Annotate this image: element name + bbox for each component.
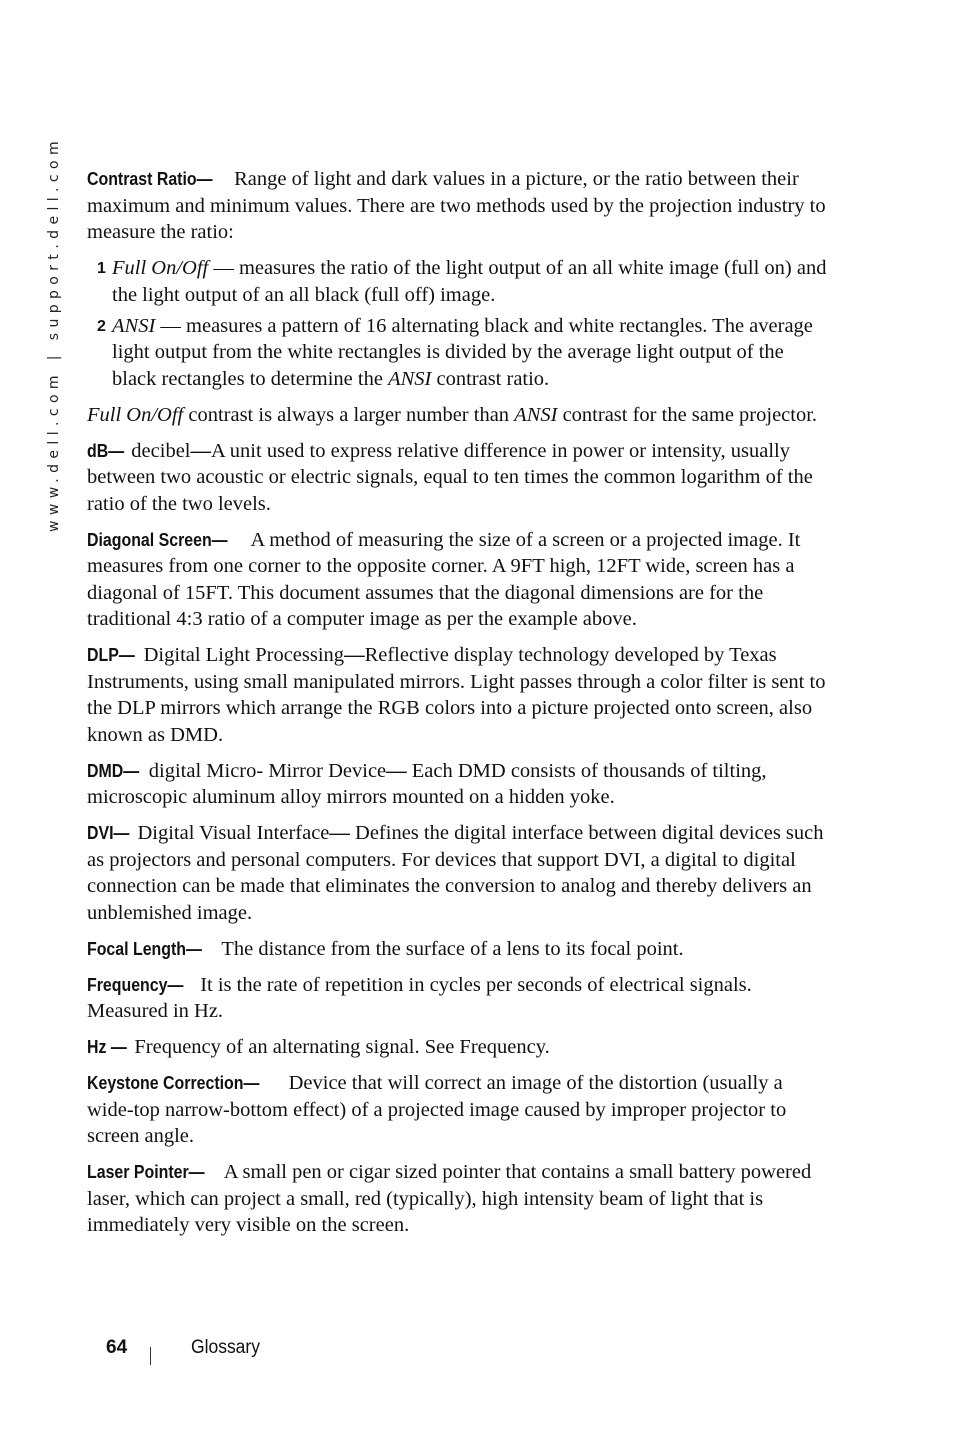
definition: Reflective display technology developed by Texas Instruments, using small manipulated mirrors. Light passes through a color filter is sent to the DLP mirrors which arrange the RGB colors into a picture projected onto screen, also known as DMD. (87, 644, 826, 746)
term-dlp: DLP— (87, 644, 135, 665)
emphasis: Full On/Off (112, 257, 209, 279)
term-frequency: Frequency— (87, 973, 184, 995)
list-item (87, 255, 827, 308)
definition: Digital Visual Interface (132, 822, 330, 844)
note-text: contrast for the same projector. (557, 403, 818, 426)
section-name: Glossary (191, 1337, 260, 1358)
definition: — measures a pattern of 16 alternating black and white rectangles. The average light output from the white rectangles is divided by the average light output of the black rectangles to determine the (112, 314, 813, 390)
glossary-content (87, 166, 827, 1248)
entry-diagonal-screen (87, 527, 827, 633)
definition: contrast ratio. (431, 367, 550, 390)
note-text: contrast is always a larger number than (183, 403, 515, 426)
definition: A method of measuring the size of a screen or a projected image. It measures from one corner to the opposite corner. A 9FT high, 12FT wide, screen has a diagonal of 15FT. This document assumes that the diagonal dimensions are for the traditional 4:3 ratio of a computer image as per the example above. (87, 528, 801, 630)
definition: decibel (126, 439, 191, 462)
list-number: 2 (97, 317, 106, 335)
definition: A unit used to express relative difference in power or intensity, usually between two acoustic or electric signals, equal to ten times the common logarithm of the ratio of the two levels. (87, 439, 813, 515)
term-hz: Hz — (87, 1036, 127, 1057)
entry-frequency (87, 972, 827, 1025)
term-dmd: DMD— (87, 759, 140, 781)
entry-laser-pointer (87, 1159, 827, 1239)
term-contrast-ratio: Contrast Ratio— (87, 168, 213, 189)
emphasis: ANSI (514, 403, 558, 426)
term-laser-pointer: Laser Pointer— (87, 1161, 205, 1182)
term-keystone-correction: Keystone Correction— (87, 1072, 260, 1093)
term-dvi: DVI— (87, 822, 130, 843)
definition: It is the rate of repetition in cycles per seconds of electrical signals. Measured in Hz. (87, 973, 752, 1022)
entry-dlp (87, 642, 827, 748)
contrast-note (87, 402, 827, 429)
list-item (87, 313, 827, 393)
definition: Frequency of an alternating signal. See Frequency. (129, 1036, 550, 1058)
entry-dmd (87, 758, 827, 811)
definition: The distance from the surface of a lens to its focal point. (216, 937, 684, 960)
term-db: dB— (87, 439, 125, 461)
entry-db (87, 438, 827, 518)
entry-contrast-ratio (87, 166, 827, 246)
definition: Defines the digital interface between digital devices such as projectors and personal computers. For devices that support DVI, a digital to digital connection can be made that eliminates the conversion to analog and thereby delivers an unblemished image. (87, 822, 824, 924)
entry-dvi (87, 820, 827, 926)
definition: A small pen or cigar sized pointer that contains a small battery powered laser, which can project a small, red (typically), high intensity beam of light that is immediately very visible on the screen. (87, 1161, 812, 1236)
em-dash: — (344, 644, 365, 666)
entry-hz (87, 1034, 827, 1061)
term-focal-length: Focal Length— (87, 937, 202, 959)
definition: Digital Light Processing (138, 644, 345, 666)
term-diagonal-screen: Diagonal Screen— (87, 528, 228, 550)
contrast-methods-list (87, 255, 827, 392)
definition: digital Micro- Mirror Device (143, 759, 387, 782)
emphasis: Full On/Off (87, 403, 184, 426)
definition: Range of light and dark values in a picture, or the ratio between their maximum and minimum values. There are two methods used by the projection industry to measure the ratio: (87, 168, 826, 243)
list-number: 1 (97, 260, 106, 277)
entry-focal-length (87, 936, 827, 963)
definition: Device that will correct an image of the distortion (usually a wide-top narrow-bottom effect) of a projected image caused by improper projector to screen angle. (87, 1072, 787, 1147)
definition: Each DMD consists of thousands of tilting, microscopic aluminum alloy mirrors mounted on a hidden yoke. (87, 759, 767, 808)
em-dash: — (329, 822, 350, 844)
entry-keystone-correction (87, 1070, 827, 1150)
footer-separator (150, 1347, 151, 1365)
page-number: 64 (106, 1337, 128, 1358)
emphasis: ANSI (388, 367, 432, 390)
em-dash: — (190, 439, 211, 462)
emphasis: ANSI (112, 314, 156, 337)
side-url-label: www.dell.com | support.dell.com (46, 136, 62, 532)
em-dash: — (386, 759, 407, 782)
definition: — measures the ratio of the light output of an all white image (full on) and the light output of an all black (full off) image. (112, 257, 827, 306)
